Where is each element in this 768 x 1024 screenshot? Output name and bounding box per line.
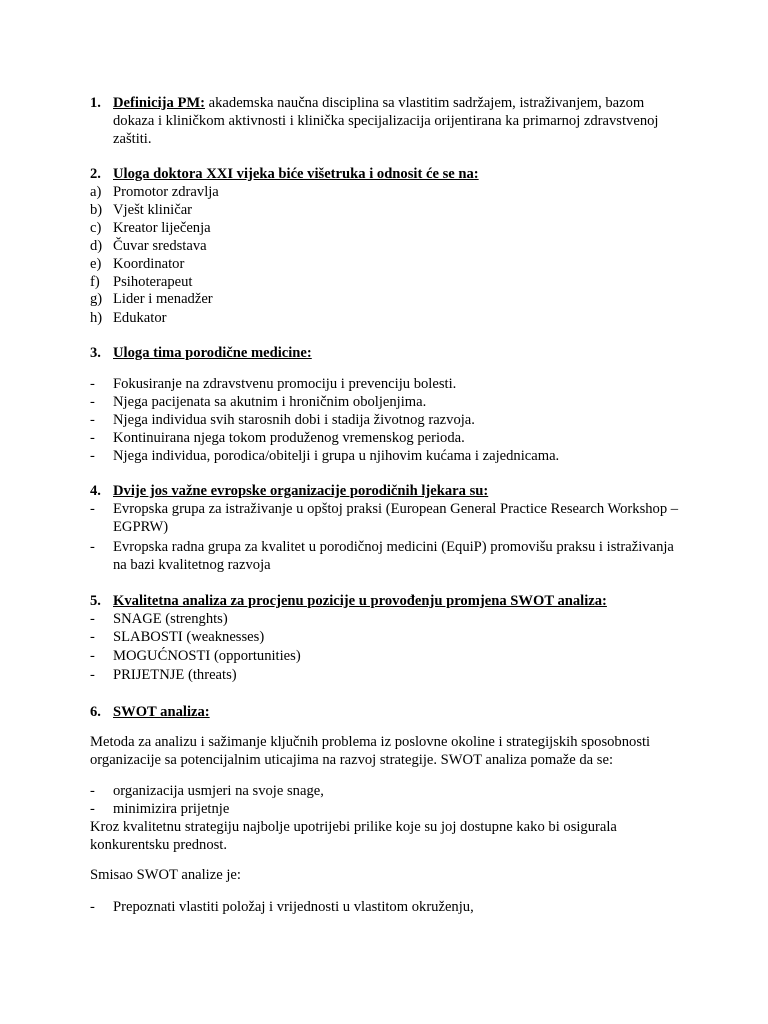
- list-text: Njega pacijenata sa akutnim i hroničnim oboljenjima.: [113, 394, 427, 410]
- list-text: MOGUĆNOSTI (opportunities): [113, 648, 301, 664]
- list-text: Njega individua svih starosnih dobi i stadija životnog razvoja.: [113, 412, 475, 428]
- list-text: Vješt kliničar: [113, 202, 193, 218]
- list-marker: -: [90, 394, 95, 410]
- section-heading: Uloga doktora XXI vijeka biće višetruka i odnosit će se na:: [113, 166, 479, 182]
- list-marker: -: [90, 667, 95, 683]
- list-text: Kontinuirana njega tokom produženog vremenskog perioda.: [113, 430, 465, 446]
- list-marker: -: [90, 501, 95, 517]
- list-marker: f): [90, 274, 100, 290]
- section-number: 4.: [90, 483, 101, 499]
- list-text: Lider i menadžer: [113, 291, 213, 307]
- paragraph: Smisao SWOT analize je:: [90, 867, 241, 883]
- list-text: Prepoznati vlastiti položaj i vrijednosti u vlastitom okruženju,: [113, 899, 474, 915]
- list-marker: -: [90, 430, 95, 446]
- section-number: 6.: [90, 704, 101, 720]
- list-text: Evropska grupa za istraživanje u opštoj praksi (European General Practice Research Workshop – EGPRW): [113, 501, 679, 535]
- section-text: [113, 94, 688, 148]
- list-text: Evropska radna grupa za kvalitet u porodičnoj medicini (EquiP) promovišu praksu i istraživanja na bazi kvalitetnog razvoja: [113, 539, 674, 573]
- paragraph: Metoda za analizu i sažimanje ključnih problema iz poslovne okoline i strategijskih sposobnosti organizacije sa potencijalnim uticajima na razvoj strategije. SWOT analiza pomaže da se:: [90, 734, 651, 768]
- list-marker: d): [90, 238, 103, 254]
- list-marker: h): [90, 310, 103, 326]
- section-heading: Kvalitetna analiza za procjenu pozicije u provođenju promjena SWOT analiza:: [113, 593, 607, 609]
- list-marker: a): [90, 184, 102, 200]
- paragraph: Kroz kvalitetnu strategiju najbolje upotrijebi prilike koje su joj dostupne kako bi osigurala konkurentsku prednost.: [90, 819, 617, 853]
- list-text: minimizira prijetnje: [113, 801, 230, 817]
- list-marker: e): [90, 256, 102, 272]
- list-marker: -: [90, 539, 95, 555]
- list-text: Psihoterapeut: [113, 274, 193, 290]
- list-text: PRIJETNJE (threats): [113, 667, 237, 683]
- list-marker: -: [90, 629, 95, 645]
- definition-text: akademska naučna disciplina sa vlastitim sadržajem, istraživanjem, bazom dokaza i kliničkom aktivnosti i klinička specijalizacija orijentirana ka primarnoj zdravstvenoj zaštiti.: [113, 95, 659, 147]
- section-number: 1.: [90, 95, 101, 111]
- list-marker: -: [90, 783, 95, 799]
- list-text: Koordinator: [113, 256, 185, 272]
- list-text: SLABOSTI (weaknesses): [113, 629, 265, 645]
- list-marker: -: [90, 376, 95, 392]
- list-marker: -: [90, 611, 95, 627]
- section-heading: Dvije jos važne evropske organizacije porodičnih ljekara su:: [113, 483, 489, 499]
- list-text: organizacija usmjeri na svoje snage,: [113, 783, 324, 799]
- section-number: 2.: [90, 166, 101, 182]
- section-number: 5.: [90, 593, 101, 609]
- list-text: Čuvar sredstava: [113, 238, 207, 254]
- list-marker: -: [90, 801, 95, 817]
- list-text: Promotor zdravlja: [113, 184, 219, 200]
- list-text: Fokusiranje na zdravstvenu promociju i prevenciju bolesti.: [113, 376, 457, 392]
- section-heading: Definicija PM:: [113, 95, 205, 111]
- list-marker: g): [90, 291, 103, 307]
- list-marker: -: [90, 412, 95, 428]
- list-marker: c): [90, 220, 102, 236]
- list-text: SNAGE (strenghts): [113, 611, 228, 627]
- section-heading: SWOT analiza:: [113, 704, 210, 720]
- list-marker: -: [90, 648, 95, 664]
- list-text: Kreator liječenja: [113, 220, 211, 236]
- section-number: 3.: [90, 345, 101, 361]
- section-heading: Uloga tima porodične medicine:: [113, 345, 312, 361]
- list-marker: -: [90, 899, 95, 915]
- list-text: Edukator: [113, 310, 167, 326]
- list-marker: -: [90, 448, 95, 464]
- list-text: Njega individua, porodica/obitelji i grupa u njihovim kućama i zajednicama.: [113, 448, 560, 464]
- list-marker: b): [90, 202, 103, 218]
